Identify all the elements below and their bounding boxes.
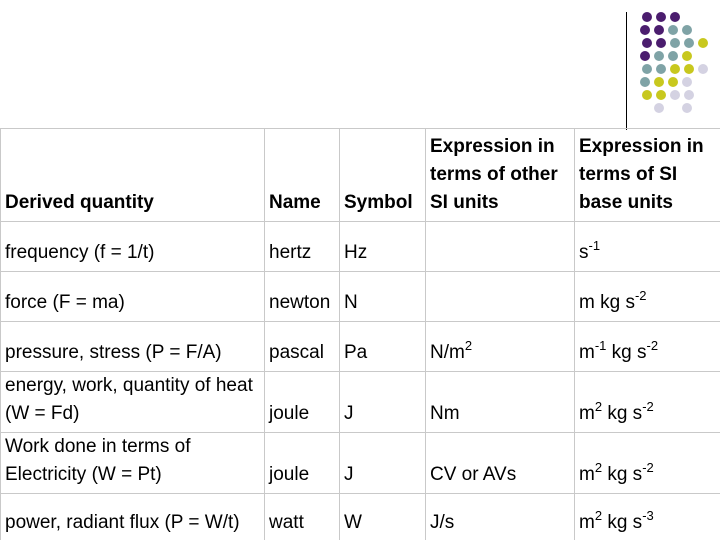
unit-exponent: -3: [642, 508, 654, 523]
decorative-dot: [670, 12, 680, 22]
cell-base-si: [575, 222, 720, 272]
decorative-dot: [656, 90, 666, 100]
cell-base-si: [575, 433, 720, 494]
unit-exponent: -1: [594, 338, 607, 353]
cell-quantity: energy, work, quantity of heat (W = Fd): [1, 372, 265, 433]
cell-quantity: power, radiant flux (P = W/t): [1, 494, 265, 540]
unit-exponent: -2: [642, 399, 654, 414]
decorative-dot-grid: [640, 12, 720, 116]
unit-exponent: 2: [594, 399, 603, 414]
decorative-dot: [668, 25, 678, 35]
cell-quantity: frequency (f = 1/t): [1, 222, 265, 272]
unit-exponent: -2: [634, 288, 647, 303]
decorative-dot: [656, 12, 666, 22]
decorative-dot: [642, 38, 652, 48]
cell-other-si: CV or AVs: [426, 433, 575, 494]
cell-other-si: [426, 322, 575, 372]
decorative-dot: [698, 38, 708, 48]
cell-base-si: [575, 322, 720, 372]
cell-quantity: Work done in terms of Electricity (W = Pt): [1, 433, 265, 494]
cell-name: joule: [265, 372, 340, 433]
decorative-dot: [668, 77, 678, 87]
decorative-dot: [640, 25, 650, 35]
decorative-dot: [670, 90, 680, 100]
decorative-dot: [656, 64, 666, 74]
decorative-dot: [668, 51, 678, 61]
unit-exponent: -1: [588, 238, 601, 253]
decorative-dot: [682, 51, 692, 61]
table-row: [1, 272, 720, 322]
unit-text: s: [579, 242, 589, 263]
decorative-dot: [654, 51, 664, 61]
cell-name: watt: [265, 494, 340, 540]
decorative-dot: [684, 38, 694, 48]
decorative-dot: [670, 38, 680, 48]
decorative-dot: [654, 77, 664, 87]
decorative-dot: [682, 25, 692, 35]
cell-symbol: Hz: [340, 222, 426, 272]
cell-quantity: pressure, stress (P = F/A): [1, 322, 265, 372]
unit-text: kg s: [602, 403, 643, 424]
unit-exponent: 2: [464, 338, 473, 353]
decorative-dot: [656, 38, 666, 48]
table-row: [1, 372, 720, 433]
unit-exponent: 2: [594, 460, 603, 475]
header-other-si-units: Expression in terms of other SI units: [426, 129, 575, 222]
decorative-dot: [684, 64, 694, 74]
cell-symbol: J: [340, 433, 426, 494]
unit-text: kg s: [602, 464, 643, 485]
cell-base-si: [575, 494, 720, 540]
unit-text: m: [579, 403, 595, 424]
decorative-dot: [642, 90, 652, 100]
unit-exponent: -2: [642, 460, 654, 475]
decorative-dot: [640, 51, 650, 61]
si-derived-units-table: [0, 128, 720, 540]
header-row: [1, 129, 720, 222]
decorative-dot: [670, 64, 680, 74]
cell-quantity: force (F = ma): [1, 272, 265, 322]
cell-name: joule: [265, 433, 340, 494]
cell-name: newton: [265, 272, 340, 322]
cell-other-si: J/s: [426, 494, 575, 540]
decorative-dot: [654, 25, 664, 35]
cell-symbol: J: [340, 372, 426, 433]
cell-other-si: [426, 272, 575, 322]
decorative-dot: [642, 64, 652, 74]
cell-other-si: Nm: [426, 372, 575, 433]
header-name: Name: [265, 129, 340, 222]
table-row: [1, 433, 720, 494]
unit-exponent: 2: [594, 508, 603, 523]
cell-symbol: Pa: [340, 322, 426, 372]
cell-symbol: W: [340, 494, 426, 540]
unit-text: N/m: [430, 342, 465, 363]
decorative-dot: [698, 64, 708, 74]
decorative-dot: [682, 77, 692, 87]
header-symbol: Symbol: [340, 129, 426, 222]
table-row: [1, 322, 720, 372]
unit-exponent: -2: [646, 338, 659, 353]
decorative-dot: [654, 103, 664, 113]
table-row: [1, 222, 720, 272]
decorative-dot: [640, 77, 650, 87]
unit-text: m: [579, 512, 595, 533]
header-derived-quantity: Derived quantity: [1, 129, 265, 222]
cell-base-si: [575, 372, 720, 433]
decorative-dot: [682, 103, 692, 113]
decorative-dot: [684, 90, 694, 100]
unit-text: m: [579, 464, 595, 485]
header-si-base-units: Expression in terms of SI base units: [575, 129, 720, 222]
unit-text: m: [579, 342, 595, 363]
cell-name: hertz: [265, 222, 340, 272]
unit-text: kg s: [602, 512, 643, 533]
title-divider-line: [626, 12, 627, 130]
cell-other-si: [426, 222, 575, 272]
cell-symbol: N: [340, 272, 426, 322]
table-row: [1, 494, 720, 540]
cell-base-si: [575, 272, 720, 322]
decorative-dot: [642, 12, 652, 22]
cell-name: pascal: [265, 322, 340, 372]
unit-text: kg s: [606, 342, 647, 363]
unit-text: m kg s: [579, 292, 635, 313]
